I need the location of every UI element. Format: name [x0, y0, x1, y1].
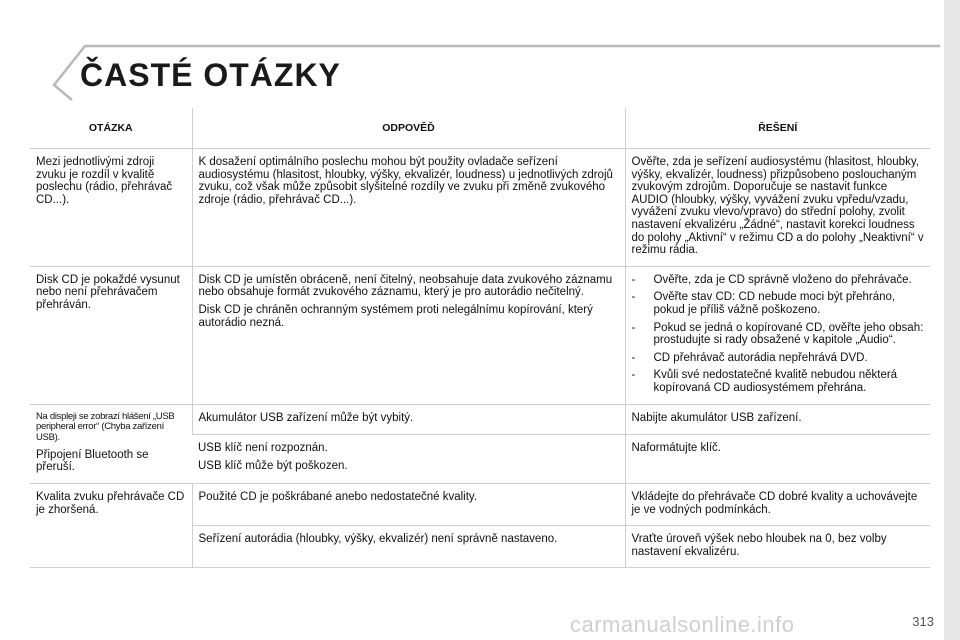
answer-text: Disk CD je chráněn ochranným systémem proti nelegálnímu kopírování, který autorádio nezná.: [198, 303, 593, 329]
solution-cell: Vkládejte do přehrávače CD dobré kvality a uchovávejte je ve vodných podmínkách.: [625, 484, 930, 526]
column-header-solution: ŘEŠENÍ: [625, 108, 930, 149]
column-header-answer: ODPOVĚĎ: [192, 108, 625, 149]
dash-bullet: -: [631, 369, 636, 382]
watermark: carmanualsonline.info: [570, 612, 795, 637]
list-item: - CD přehrávač autorádia nepřehrává DVD.: [631, 351, 868, 364]
question-cell: [30, 526, 192, 568]
solution-cell: Naformátujte klíč.: [625, 435, 930, 484]
solution-cell: Ověřte, zda je seřízení audiosystému (hlasitost, hloubky, výšky, ekvalizér, loudness) přizpůsobeno poslouchaným zvukovým zdrojům. Doporučuje se nastavit funkce AUDIO (hloubky, výšky, vyvážení zvuku vpředu/vzadu, vyvážení zvuku vlevo/vpravo) do střední polohy, zvolit nastavení ekvalizéru „Žádné“, nastavit korekci loudness do polohy „Aktivní“ v režimu CD a do polohy „Neaktivní“ v režimu rádia.: [625, 149, 930, 267]
table-row: [30, 266, 930, 404]
table-row: [30, 484, 930, 526]
question-text: Připojení Bluetooth se přeruší.: [36, 448, 149, 474]
question-text: Na displeji se zobrazí hlášení „USB peripheral error“ (Chyba zařízení USB).: [36, 410, 175, 444]
table-row: [30, 526, 930, 568]
question-cell: Kvalita zvuku přehrávače CD je zhoršená.: [36, 491, 185, 516]
page-title: ČASTÉ OTÁZKY: [80, 57, 341, 93]
solution-cell: Nabijte akumulátor USB zařízení.: [625, 404, 930, 435]
faq-table: [30, 108, 930, 568]
dash-bullet: -: [631, 291, 636, 304]
table-row: [30, 404, 930, 435]
answer-cell: K dosažení optimálního poslechu mohou být použity ovladače seřízení audiosystému (hlasitost, hloubky, výšky, ekvalizér, loudness) u jednotlivých zdrojů zvuku, což však může způsobit slyšitelné rozdíly ve zvuku při změně zvukového zdroje (rádio, přehrávač CD...).: [192, 149, 625, 267]
question-cell: Mezi jednotlivými zdroji zvuku je rozdíl v kvalitě poslechu (rádio, přehrávač CD...).: [30, 149, 192, 267]
table-row: [30, 149, 930, 267]
page-number: 313: [912, 614, 934, 629]
answer-cell: [192, 266, 625, 404]
answer-cell: Seřízení autorádia (hloubky, výšky, ekvalizér) není správně nastaveno.: [192, 526, 625, 568]
list-item: - Kvůli své nedostatečné kvalitě nebudou některá kopírovaná CD audiosystémem přehrána.: [631, 369, 898, 394]
answer-cell: [192, 435, 625, 484]
dash-bullet: -: [631, 321, 636, 334]
solution-cell: Vraťte úroveň výšek nebo hloubek na 0, bez volby nastavení ekvalizéru.: [625, 526, 930, 568]
solution-cell: [625, 266, 930, 404]
table-header-row: [30, 108, 930, 149]
list-item: - Ověřte, zda je CD správně vloženo do přehrávače.: [631, 273, 912, 286]
dash-bullet: -: [631, 351, 636, 364]
page-edge-tab: [944, 0, 960, 640]
answer-text: Disk CD je umístěn obráceně, není čitelný, neobsahuje data zvukového záznamu nebo obsahuje formát zvukového záznamu, který je pro autorádio nečitelný.: [198, 273, 613, 299]
answer-text: USB klíč může být poškozen.: [198, 459, 348, 472]
answer-text: USB klíč není rozpoznán.: [198, 442, 328, 455]
list-item: - Pokud se jedná o kopírované CD, ověřte jeho obsah: prostudujte si rady obsažené v kapitole „Audio“.: [631, 321, 924, 347]
solution-list: [632, 274, 925, 395]
question-cell: [30, 404, 192, 484]
answer-cell: Akumulátor USB zařízení může být vybitý.: [192, 404, 625, 435]
question-cell: Disk CD je pokaždé vysunut nebo není přehrávačem přehráván.: [30, 266, 192, 404]
dash-bullet: -: [631, 273, 636, 286]
list-item: - Ověřte stav CD: CD nebude moci být přehráno, pokud je příliš vážně poškozeno.: [631, 291, 896, 316]
answer-cell: Použité CD je poškrábané anebo nedostatečné kvality.: [192, 484, 625, 526]
column-header-question: OTÁZKA: [30, 108, 192, 149]
